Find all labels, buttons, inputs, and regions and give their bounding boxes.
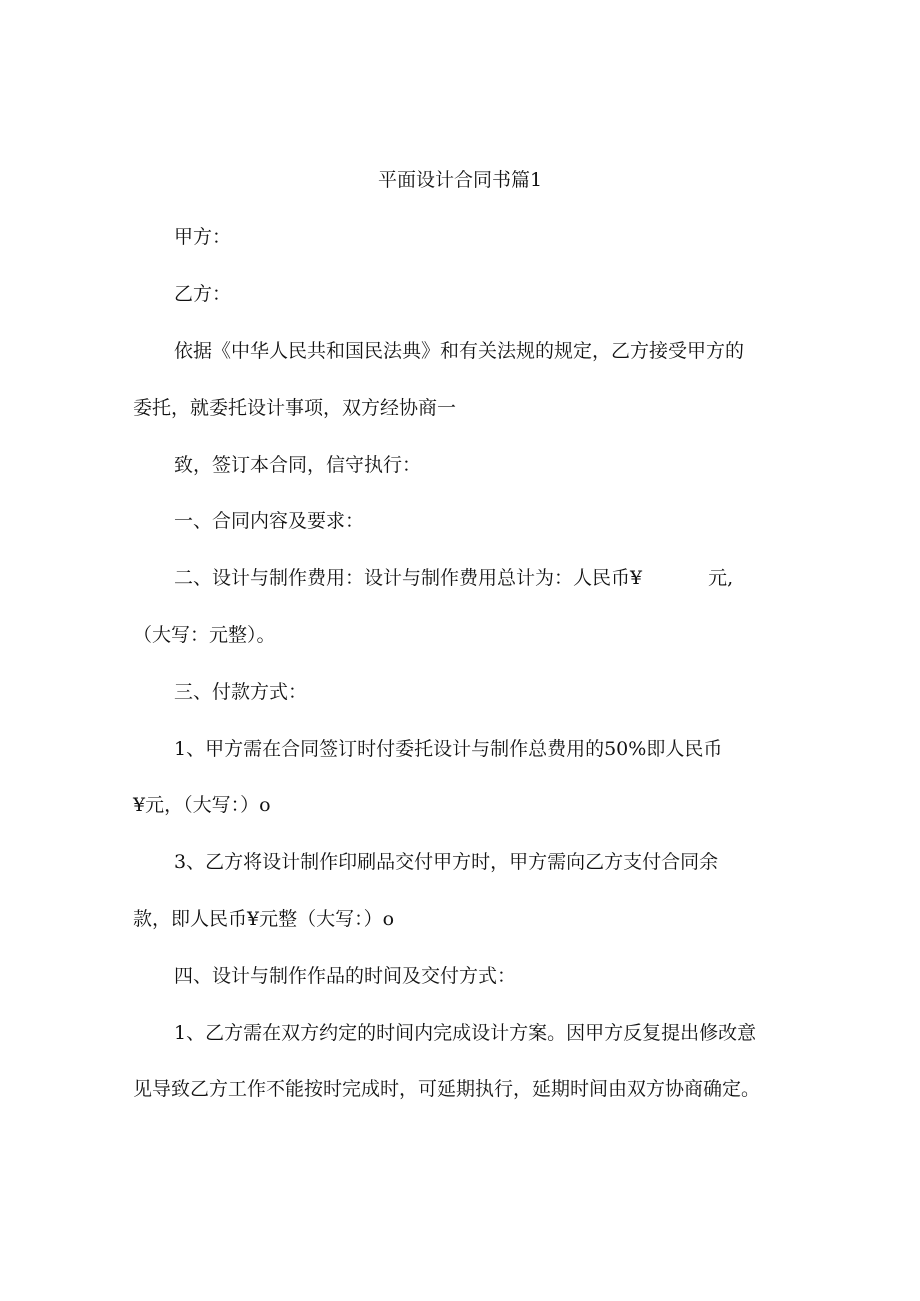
time-1-line-2: 见导致乙方工作不能按时完成时，可延期执行，延期时间由双方协商确定。	[133, 1078, 761, 1100]
party-b-label: 乙方：	[174, 283, 232, 305]
payment-3-line-2: 款，即人民币¥元整（大写：）o	[133, 908, 395, 930]
payment-1-line-2: ¥元，（大写：）o	[133, 794, 271, 816]
section-2-line-1	[174, 566, 794, 590]
section-2-line-2: （大写：元整）。	[133, 624, 276, 646]
section-3-heading: 三、付款方式：	[174, 681, 308, 703]
section-2-unit: 元,	[708, 567, 734, 589]
section-2-fee-text: 二、设计与制作费用：设计与制作费用总计为：人民币¥	[174, 567, 643, 589]
paragraph-1-line-2: 委托，就委托设计事项，双方经协商一	[133, 397, 457, 419]
section-4-heading: 四、设计与制作作品的时间及交付方式：	[174, 965, 517, 987]
paragraph-2: 致，签订本合同，信守执行：	[174, 454, 422, 476]
payment-3-line-1: 3、乙方将设计制作印刷品交付甲方时，甲方需向乙方支付合同余	[174, 851, 719, 873]
section-1-heading: 一、合同内容及要求：	[174, 510, 365, 532]
time-1-line-1: 1、乙方需在双方约定的时间内完成设计方案。因甲方反复提出修改意	[174, 1022, 757, 1044]
party-a-label: 甲方：	[174, 226, 232, 248]
document-title: 平面设计合同书篇1	[377, 169, 543, 191]
payment-1-line-1: 1、甲方需在合同签订时付委托设计与制作总费用的50%即人民币	[174, 738, 723, 760]
paragraph-1-line-1: 依据《中华人民共和国民法典》和有关法规的规定，乙方接受甲方的	[174, 340, 745, 362]
